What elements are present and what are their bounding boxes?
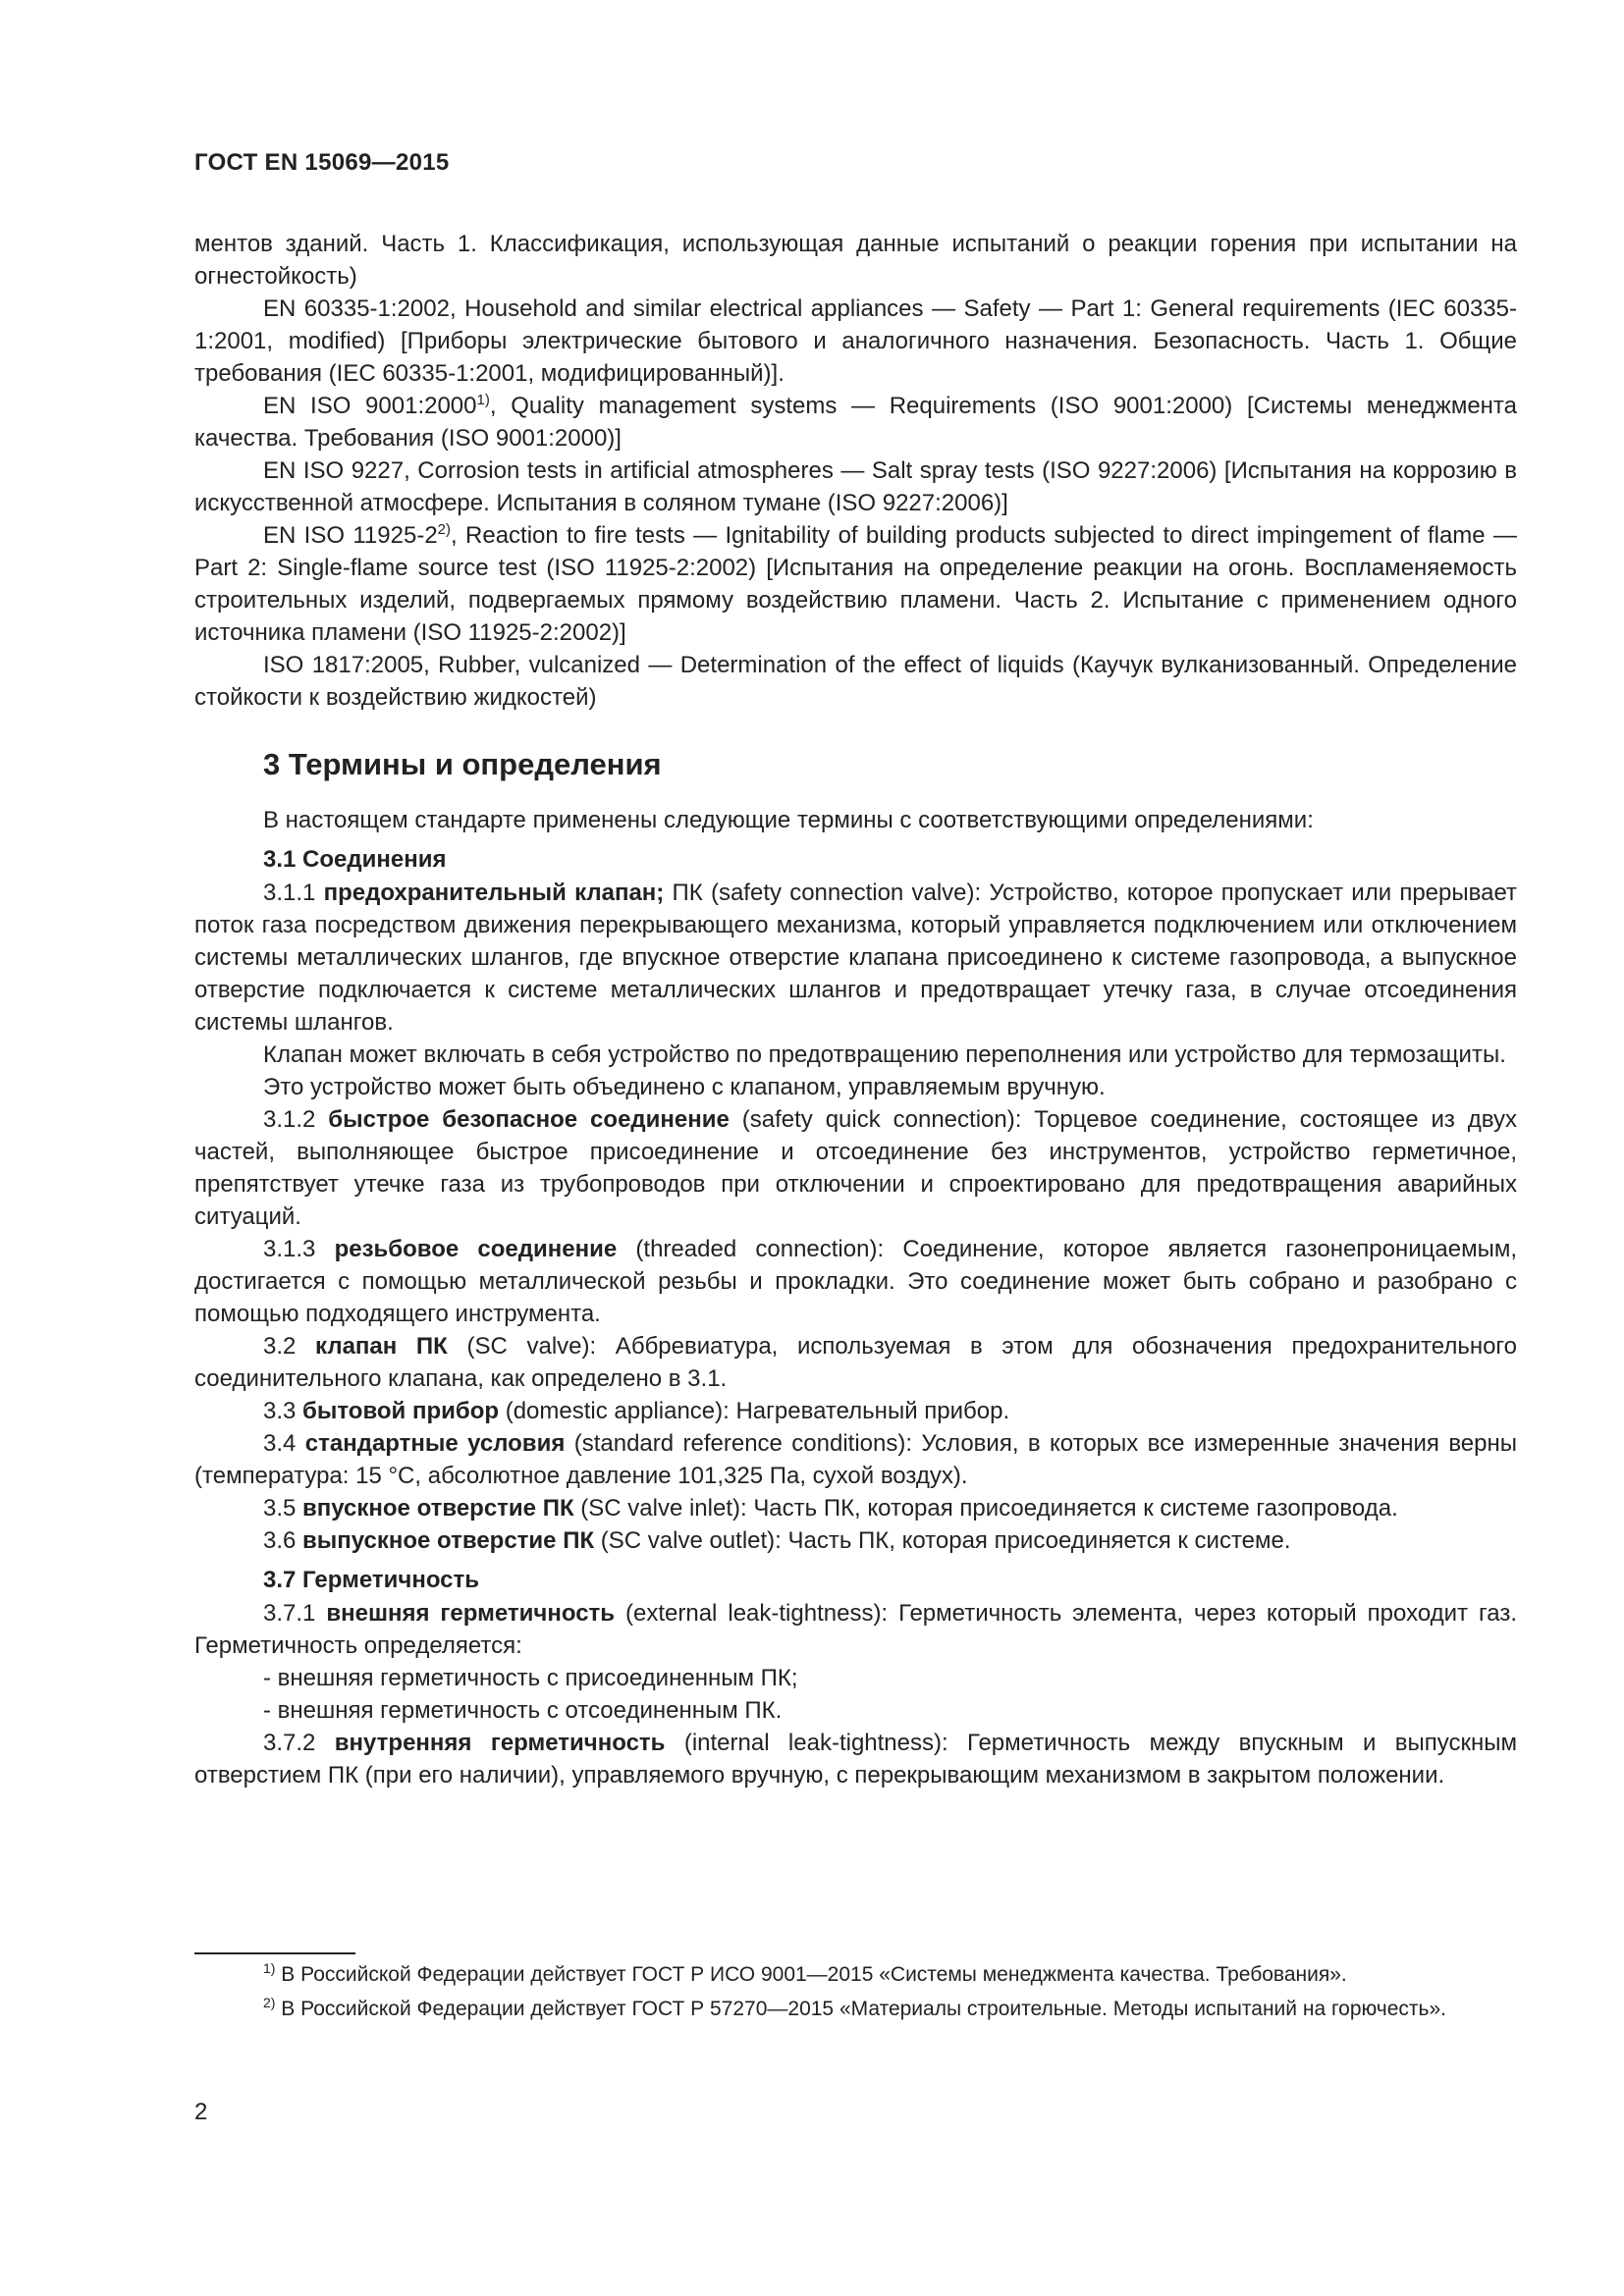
- footnote-text: В Российской Федерации действует ГОСТ Р 57270—2015 «Материалы строительные. Методы испытаний на горючесть».: [275, 1998, 1446, 2020]
- term-definition: [194, 1233, 1517, 1330]
- subsection-title: 3.7 Герметичность: [263, 1567, 480, 1593]
- section-intro: В настоящем стандарте применены следующие термины с соответствующими определениями:: [263, 807, 1314, 833]
- footnote-mark: 1): [263, 1960, 276, 1976]
- term-text: (internal leak-tightness): Герметичность между впускным и выпускным отверстием ПК (при его наличии), управляемого вручную, с перекрывающим механизмом в закрытом положении.: [194, 1730, 1518, 1789]
- term-number: 3.7.1: [263, 1600, 327, 1627]
- term-number: 3.6: [263, 1527, 303, 1554]
- term-name: бытовой прибор: [302, 1398, 500, 1424]
- term-name: внутренняя герметичность: [334, 1730, 666, 1756]
- term-definition: [194, 1727, 1517, 1791]
- term-text: (threaded connection): Соединение, которое является газонепроницаемым, достигается с помощью металлической резьбы и прокладки. Это соединение может быть собрано и разобрано с помощью подходящего инструмента.: [194, 1236, 1518, 1327]
- footnote: [194, 1960, 1517, 1990]
- footnotes: [194, 1952, 1517, 2029]
- ref-paragraph: ментов зданий. Часть 1. Классификация, использующая данные испытаний о реакции горения при испытании на огнестойкость): [194, 231, 1517, 290]
- paragraph: Клапан может включать в себя устройство по предотвращению переполнения или устройство для термозащиты.: [263, 1041, 1506, 1068]
- term-definition: [194, 1524, 1517, 1557]
- term-text: (standard reference conditions): Условия, в которых все измеренные значения верны (температура: 15 °С, абсолютное давление 101,325 Па, сухой воздух).: [194, 1430, 1518, 1489]
- list-item: - внешняя герметичность с отсоединенным ПК.: [263, 1697, 783, 1724]
- term-definition: [194, 877, 1517, 1039]
- term-name: стандартные условия: [304, 1430, 566, 1457]
- term-number: 3.7.2: [263, 1730, 335, 1756]
- footnote-text: В Российской Федерации действует ГОСТ Р ИСО 9001—2015 «Системы менеджмента качества. Требования».: [275, 1963, 1347, 1986]
- footnote-mark: 2): [437, 521, 452, 538]
- paragraph: Это устройство может быть объединено с клапаном, управляемым вручную.: [263, 1074, 1106, 1100]
- ref-paragraph: EN 60335-1:2002, Household and similar electrical appliances — Safety — Part 1: General requirements (IEC 60335-1:2001, modified) [Приборы электрические бытового и аналогичного назначения. Безопасность. Часть 1. Общие требования (IEC 60335-1:2001, модифицированный)].: [194, 295, 1517, 387]
- term-number: 3.2: [263, 1333, 316, 1360]
- ref-paragraph: EN ISO 9227, Corrosion tests in artificial atmospheres — Salt spray tests (ISO 9227:2006) [Испытания на коррозию в искусственной атмосфере. Испытания в соляном тумане (ISO 9227:2006)]: [194, 457, 1517, 516]
- ref-text: , Reaction to fire tests — Ignitability of building products subjected to direct impingement of flame — Part 2: Single-flame source test (ISO 11925-2:2002) [Испытания на определение реакции на огонь. Воспламеняемость строительных изделий, подвергаемых прямому воздействию пламени. Часть 2. Испытание с применением одного источника пламени (ISO 11925-2:2002)]: [194, 522, 1517, 646]
- page-number: 2: [194, 2099, 208, 2125]
- term-text: (SC valve): Аббревиатура, используемая в этом для обозначения предохранительного соединительного клапана, как определено в 3.1.: [194, 1333, 1518, 1392]
- term-number: 3.1.2: [263, 1106, 329, 1133]
- term-name: впускное отверстие ПК: [302, 1495, 574, 1522]
- list-item: - внешняя герметичность с присоединенным ПК;: [263, 1665, 798, 1691]
- term-name: клапан ПК: [315, 1333, 448, 1360]
- term-definition: [194, 1597, 1517, 1662]
- term-definition: [194, 1330, 1517, 1395]
- footnote-divider: [194, 1952, 355, 1954]
- term-name: быстрое безопасное соединение: [328, 1106, 730, 1133]
- term-number: 3.3: [263, 1398, 303, 1424]
- term-text: (SC valve inlet): Часть ПК, которая присоединяется к системе газопровода.: [573, 1495, 1398, 1522]
- footnote-mark: 1): [476, 392, 490, 408]
- term-text: (domestic appliance): Нагревательный прибор.: [499, 1398, 1010, 1424]
- ref-paragraph: [194, 390, 1517, 454]
- ref-code: EN ISO 11925-2: [263, 522, 438, 549]
- ref-paragraph: [194, 519, 1517, 649]
- document-header: ГОСТ EN 15069—2015: [194, 149, 450, 176]
- term-number: 3.4: [263, 1430, 305, 1457]
- term-number: 3.5: [263, 1495, 303, 1522]
- section-title: 3 Термины и определения: [263, 747, 662, 781]
- ref-text: , Quality management systems — Requirements (ISO 9001:2000) [Системы менеджмента качества. Требования (ISO 9001:2000)]: [194, 393, 1517, 452]
- ref-code: EN ISO 9001:2000: [263, 393, 477, 419]
- term-name: выпускное отверстие ПК: [302, 1527, 595, 1554]
- term-name: внешняя герметичность: [326, 1600, 616, 1627]
- term-definition: [194, 1395, 1517, 1427]
- term-text: (external leak-tightness): Герметичность элемента, через который проходит газ. Герметичность определяется:: [194, 1600, 1518, 1659]
- term-name: предохранительный клапан;: [323, 880, 665, 906]
- document-body: [194, 228, 1517, 1791]
- term-definition: [194, 1427, 1517, 1492]
- term-number: 3.1.1: [263, 880, 324, 906]
- term-definition: [194, 1492, 1517, 1524]
- footnote-mark: 2): [263, 1995, 276, 2010]
- subsection-title: 3.1 Соединения: [263, 846, 447, 873]
- term-text: (SC valve outlet): Часть ПК, которая присоединяется к системе.: [594, 1527, 1291, 1554]
- ref-paragraph: ISO 1817:2005, Rubber, vulcanized — Determination of the effect of liquids (Каучук вулканизованный. Определение стойкости к воздействию жидкостей): [194, 652, 1517, 711]
- term-text: (safety quick connection): Торцевое соединение, состоящее из двух частей, выполняющее быстрое присоединение и отсоединение без инструментов, устройство герметичное, препятствует утечке газа из трубопроводов при отключении и спроектировано для предотвращения аварийных ситуаций.: [194, 1106, 1518, 1230]
- term-name: резьбовое соединение: [334, 1236, 618, 1262]
- term-number: 3.1.3: [263, 1236, 335, 1262]
- term-definition: [194, 1103, 1517, 1233]
- term-text: ПК (safety connection valve): Устройство, которое пропускает или прерывает поток газа посредством движения перекрывающего механизма, который управляется подключением или отключением системы металлических шлангов, где впускное отверстие клапана присоединено к системе газопровода, а выпускное отверстие подключается к системе металлических шлангов и предотвращает утечку газа, в случае отсоединения системы шлангов.: [194, 880, 1517, 1036]
- footnote: [194, 1995, 1517, 2024]
